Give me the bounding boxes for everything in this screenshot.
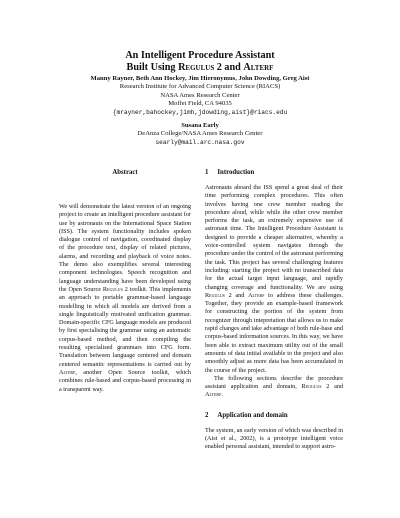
section-1-heading [205, 169, 343, 177]
author-city: Moffet Field, CA 94035 [168, 100, 232, 108]
author-emails: {mrayner,bahockey,jimh,jdowding,aist}@riacs.edu [112, 108, 288, 116]
abstract-text [59, 203, 191, 394]
section-1-p1-alterf: Alterf [248, 291, 265, 299]
second-author-email: searly@mail.arc.nasa.gov [155, 138, 245, 146]
section-1-p1-mid: 2 and [228, 291, 245, 299]
section-2-paragraph-1: The system, an early version of which was described in (Aist et al., 2002), is a prototype intelligent voice enabled personal assistant, intended to support astro- [205, 426, 343, 451]
section-1-p1-regulus: Regulus [205, 291, 225, 299]
section-1-number: 1 [205, 169, 209, 176]
section-1-p2-end: . [221, 391, 223, 399]
section-1-paragraph-1 [205, 184, 343, 375]
second-author-name: Susana Early [181, 122, 219, 130]
section-1-paragraph-2 [205, 375, 343, 400]
author-block [20, 75, 380, 147]
title-line-1: An Intelligent Procedure Assistant [125, 50, 275, 61]
section-2-title: Application and domain [217, 411, 288, 419]
section-2-number: 2 [205, 411, 209, 419]
section-1-p2-regulus: Regulus [301, 383, 322, 391]
abstract-text-part2: 2 toolkit. This implements an approach to portable grammar-based language modelling in which all models are derived from a single linguistically motivated unification grammar. Domain-specific CFG language models are produced by first specialising the grammar using an automatic corpus-based method, and then compiling the resulting specialised grammars into CFG form. Translation between language centered and domain centered semantic representations is carried out by [59, 285, 192, 368]
title-line-2 [0, 62, 400, 74]
abstract-text-part3: , another Open Source toolkit, which combines rule-based and corpus-based processing in a transparent way. [59, 368, 191, 393]
abstract-text-part1: We will demonstrate the latest version of an ongoing project to create an intelligent procedure assistant for use by astronauts on the International Space Station (ISS). The system functionality includes spoken dialogue control of navigation, coordinated display of the procedure text, display of related pictures, alarms, and recording and playback of voice notes. The demo also exemplifies several interesting component technologies. Speech recognition and language understanding have been developed using the Open Source [59, 203, 191, 293]
section-2-heading [205, 412, 343, 420]
second-author-affiliation: DeAnza College/NASA Ames Research Center [137, 130, 263, 138]
left-column [59, 169, 191, 394]
section-1-title: Introduction [217, 169, 255, 176]
section-1-p2-alterf: Alterf [205, 391, 222, 399]
title-regulus: Regulus [178, 62, 215, 73]
abstract-alterf: Alterf [59, 368, 76, 376]
author-center: NASA Ames Research Center [160, 91, 240, 99]
author-institute: Research Institute for Advanced Computer Science (RIACS) [119, 83, 281, 91]
title-built-using: Built Using [126, 62, 176, 73]
abstract-heading: Abstract [112, 169, 138, 176]
paper-title [0, 50, 400, 74]
section-1-p1-part1: Astronauts aboard the ISS spend a great deal of their time performing complex procedures. This often involves having one crew member reading the procedure aloud, while while the other crew member performs the task, an extremely expensive use of astronaut time. The Intelligent Procedure Assistant is designed to provide a cheaper alternative, whereby a voice-controlled system navigates through the procedure under the control of the astronaut performing the task. This project has several challenging features including: starting the project with no transcribed data for the actual target input language, and rapidly changing coverage and functionality. We are using [205, 184, 343, 291]
right-column [205, 169, 343, 452]
title-and: 2 and [216, 62, 241, 73]
section-1-p2-mid: 2 and [326, 383, 344, 391]
abstract-regulus: Regulus [102, 285, 123, 293]
section-1-p1-part2: to address these challenges. Together, they provide an example-based framework for constructing the portion of the system from recognizer through intepretation that allows us to make rapid changes and take advantage of both rule-base and corpus-based information sources. In this way, we have been able to extract maximum utility out of the small amounts of data initial available to the project and also smoothly adjust as more data has been accumulated in the course of the project. [205, 291, 344, 374]
title-alterf: Alterf [243, 62, 274, 73]
section-1-p2-part1: The following sections describe the procedure assistant application and domain, [205, 374, 343, 391]
author-names: Manny Rayner, Beth Ann Hockey, Jim Hieronymus, John Dowding, Greg Aist [90, 75, 310, 82]
